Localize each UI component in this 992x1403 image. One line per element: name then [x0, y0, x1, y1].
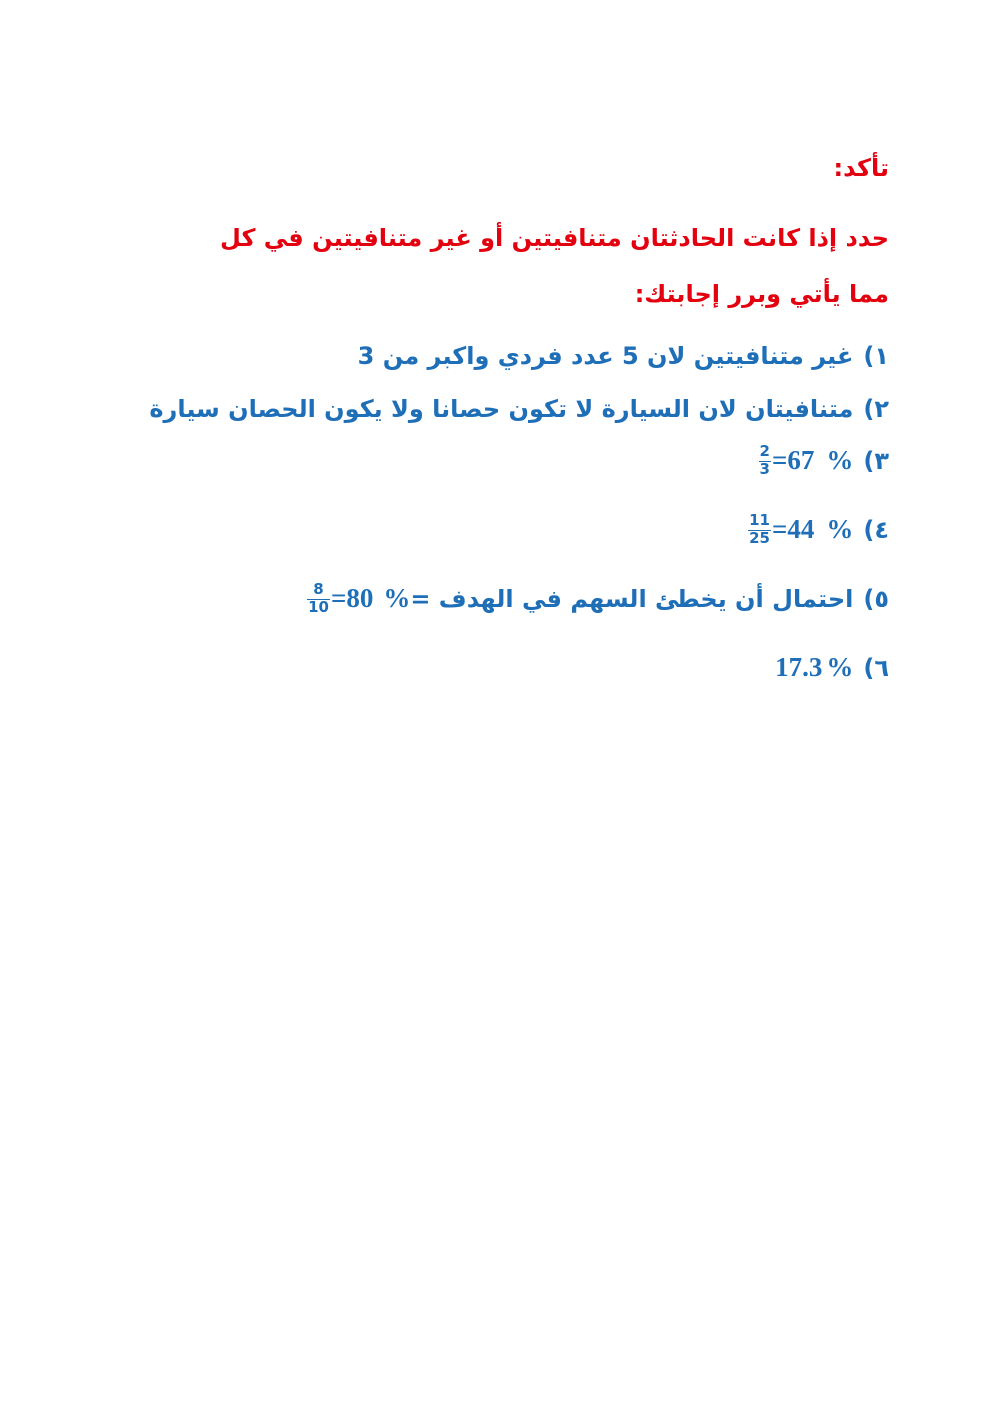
item-marker: ٦) [863, 653, 889, 682]
math-expression [747, 513, 853, 547]
fraction-denominator: 25 [749, 528, 770, 547]
fraction [307, 582, 330, 616]
instruction: حدد إذا كانت الحادثتان متنافيتين أو غير متنافيتين في كل مما يأتي وبرر إجابتك: [220, 224, 889, 308]
percent-value: 44 [787, 514, 815, 545]
heading: تأكد: [833, 154, 889, 182]
item-marker: ٣) [863, 446, 889, 475]
list-item-3 [758, 444, 889, 478]
fraction [759, 444, 771, 478]
equals-sign: = [771, 445, 788, 476]
percent-value: 80 [346, 583, 374, 614]
list-item-5 [306, 582, 889, 616]
fraction-numerator: 11 [749, 511, 770, 529]
list-item-2 [149, 397, 889, 421]
list-item-6 [775, 654, 889, 681]
math-expression [758, 444, 854, 478]
percent-sign: % [826, 514, 854, 545]
item-marker: ١) [863, 342, 889, 370]
math-expression [775, 654, 853, 681]
percent-value: 17.3 [775, 652, 823, 682]
list-item-1 [358, 344, 889, 368]
item-text: احتمال أن يخطئ السهم في الهدف = [410, 584, 854, 613]
fraction [748, 513, 771, 547]
equals-sign: = [771, 514, 788, 545]
percent-sign: % [826, 445, 854, 476]
item-marker: ٥) [863, 584, 889, 613]
item-text: متنافيتان لان السيارة لا تكون حصانا ولا يكون الحصان سيارة [149, 395, 854, 423]
fraction-numerator: 2 [759, 442, 770, 460]
fraction-denominator: 10 [308, 597, 329, 616]
fraction-denominator: 3 [759, 459, 770, 478]
percent-sign: % [826, 652, 854, 682]
item-marker: ٤) [863, 515, 889, 544]
percent-value: 67 [787, 445, 815, 476]
percent-sign: % [383, 583, 411, 614]
equals-sign: = [330, 583, 347, 614]
item-text: غير متنافيتين لان 5 عدد فردي واكبر من 3 [357, 342, 854, 370]
item-marker: ٢) [863, 395, 889, 423]
fraction-numerator: 8 [313, 580, 324, 598]
math-expression [306, 582, 410, 616]
list-item-4 [747, 513, 889, 547]
